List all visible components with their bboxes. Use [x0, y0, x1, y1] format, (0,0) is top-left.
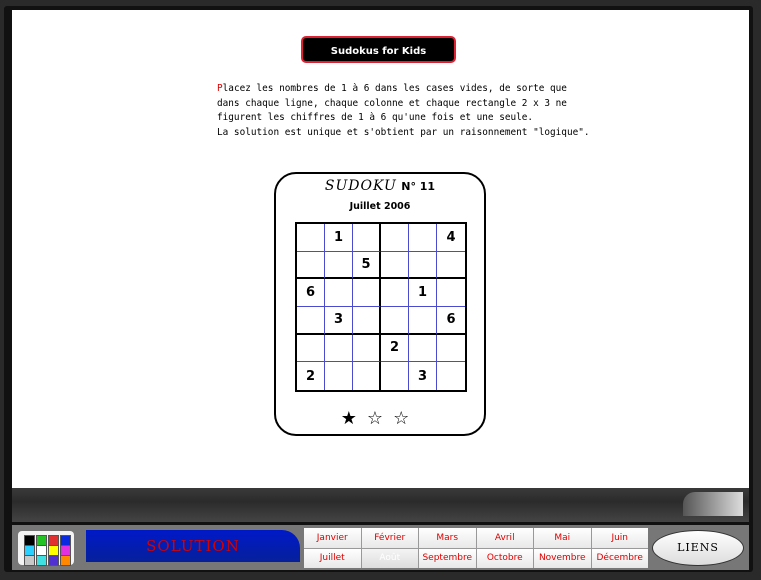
sudoku-cell[interactable]: 1 [409, 279, 437, 307]
sudoku-cell[interactable] [353, 362, 381, 390]
sudoku-grid[interactable] [295, 222, 467, 392]
month-link[interactable]: Septembre [419, 549, 476, 569]
sudoku-cell[interactable] [409, 307, 437, 335]
sudoku-cell[interactable] [381, 307, 409, 335]
sudoku-title-text: SUDOKU [324, 178, 397, 194]
instructions-line-4: La solution est unique et s'obtient par un raisonnement "logique". [217, 126, 590, 138]
sudoku-cell[interactable] [437, 335, 465, 363]
sudoku-cell[interactable] [325, 252, 353, 280]
sudoku-cell[interactable] [381, 252, 409, 280]
sudoku-cell[interactable] [297, 224, 325, 252]
month-nav [304, 528, 648, 568]
month-link[interactable]: Novembre [534, 549, 591, 569]
sudoku-cell[interactable] [437, 252, 465, 280]
sudoku-date: Juillet 2006 [349, 201, 411, 212]
divider-bar [12, 488, 749, 522]
star-empty-icon: ☆ [366, 408, 394, 429]
difficulty-stars [276, 408, 484, 429]
sudoku-cell[interactable]: 1 [325, 224, 353, 252]
instructions-line-3: figurent les chiffres de 1 à 6 qu'une fois et une seule. [217, 112, 534, 123]
bar-shine [683, 492, 743, 516]
sudoku-cell[interactable] [437, 279, 465, 307]
color-swatch[interactable] [60, 555, 71, 566]
sudoku-cell[interactable] [325, 279, 353, 307]
sudoku-cell[interactable] [353, 335, 381, 363]
solution-button[interactable]: SOLUTION [86, 530, 300, 562]
sudoku-cell[interactable] [409, 252, 437, 280]
sudoku-cell[interactable] [353, 307, 381, 335]
star-filled-icon: ★ [340, 408, 367, 429]
sudoku-cell[interactable]: 6 [437, 307, 465, 335]
sudoku-cell[interactable] [381, 224, 409, 252]
sudoku-cell[interactable] [297, 335, 325, 363]
sudoku-cell[interactable] [409, 224, 437, 252]
sudoku-cell[interactable] [437, 362, 465, 390]
sudoku-cell[interactable] [325, 335, 353, 363]
instructions-line-2: dans chaque ligne, chaque colonne et chaque rectangle 2 x 3 ne [217, 97, 567, 109]
month-link[interactable]: Avril [477, 528, 534, 548]
color-palette[interactable] [18, 531, 74, 565]
sudoku-cell[interactable]: 6 [297, 279, 325, 307]
sudoku-cell[interactable] [353, 279, 381, 307]
sudoku-cell[interactable]: 2 [297, 362, 325, 390]
sudoku-card [274, 172, 486, 436]
month-link[interactable]: Octobre [477, 549, 534, 569]
color-swatch[interactable] [24, 555, 35, 566]
month-link[interactable]: Juillet [304, 549, 361, 569]
month-link[interactable]: Juin [592, 528, 649, 548]
month-link[interactable]: Décembre [592, 549, 649, 569]
month-link[interactable]: Août [362, 549, 419, 569]
sudoku-cell[interactable]: 3 [325, 307, 353, 335]
instructions-line-1: Placez les nombres de 1 à 6 dans les cases vides, de sorte que [217, 83, 567, 94]
main-content [12, 10, 749, 488]
links-button[interactable]: LIENS [652, 530, 744, 566]
month-link[interactable]: Février [362, 528, 419, 548]
sudoku-cell[interactable]: 2 [381, 335, 409, 363]
month-link[interactable]: Mai [534, 528, 591, 548]
color-swatch[interactable] [36, 555, 47, 566]
sudoku-cell[interactable]: 4 [437, 224, 465, 252]
sudoku-cell[interactable]: 5 [353, 252, 381, 280]
page-title-button[interactable]: Sudokus for Kids [301, 36, 456, 63]
sudoku-cell[interactable] [325, 362, 353, 390]
sudoku-cell[interactable] [297, 252, 325, 280]
month-link[interactable]: Janvier [304, 528, 361, 548]
sudoku-cell[interactable] [409, 335, 437, 363]
sudoku-title [276, 178, 484, 194]
sudoku-cell[interactable]: 3 [409, 362, 437, 390]
sudoku-cell[interactable] [353, 224, 381, 252]
instructions [217, 82, 590, 140]
sudoku-number: N° 11 [401, 180, 436, 193]
bottom-toolbar [12, 525, 749, 570]
month-link[interactable]: Mars [419, 528, 476, 548]
star-empty-icon: ☆ [393, 408, 420, 429]
sudoku-cell[interactable] [381, 362, 409, 390]
sudoku-cell[interactable] [297, 307, 325, 335]
drop-cap: P [217, 83, 223, 94]
sudoku-cell[interactable] [381, 279, 409, 307]
color-swatch[interactable] [48, 555, 59, 566]
